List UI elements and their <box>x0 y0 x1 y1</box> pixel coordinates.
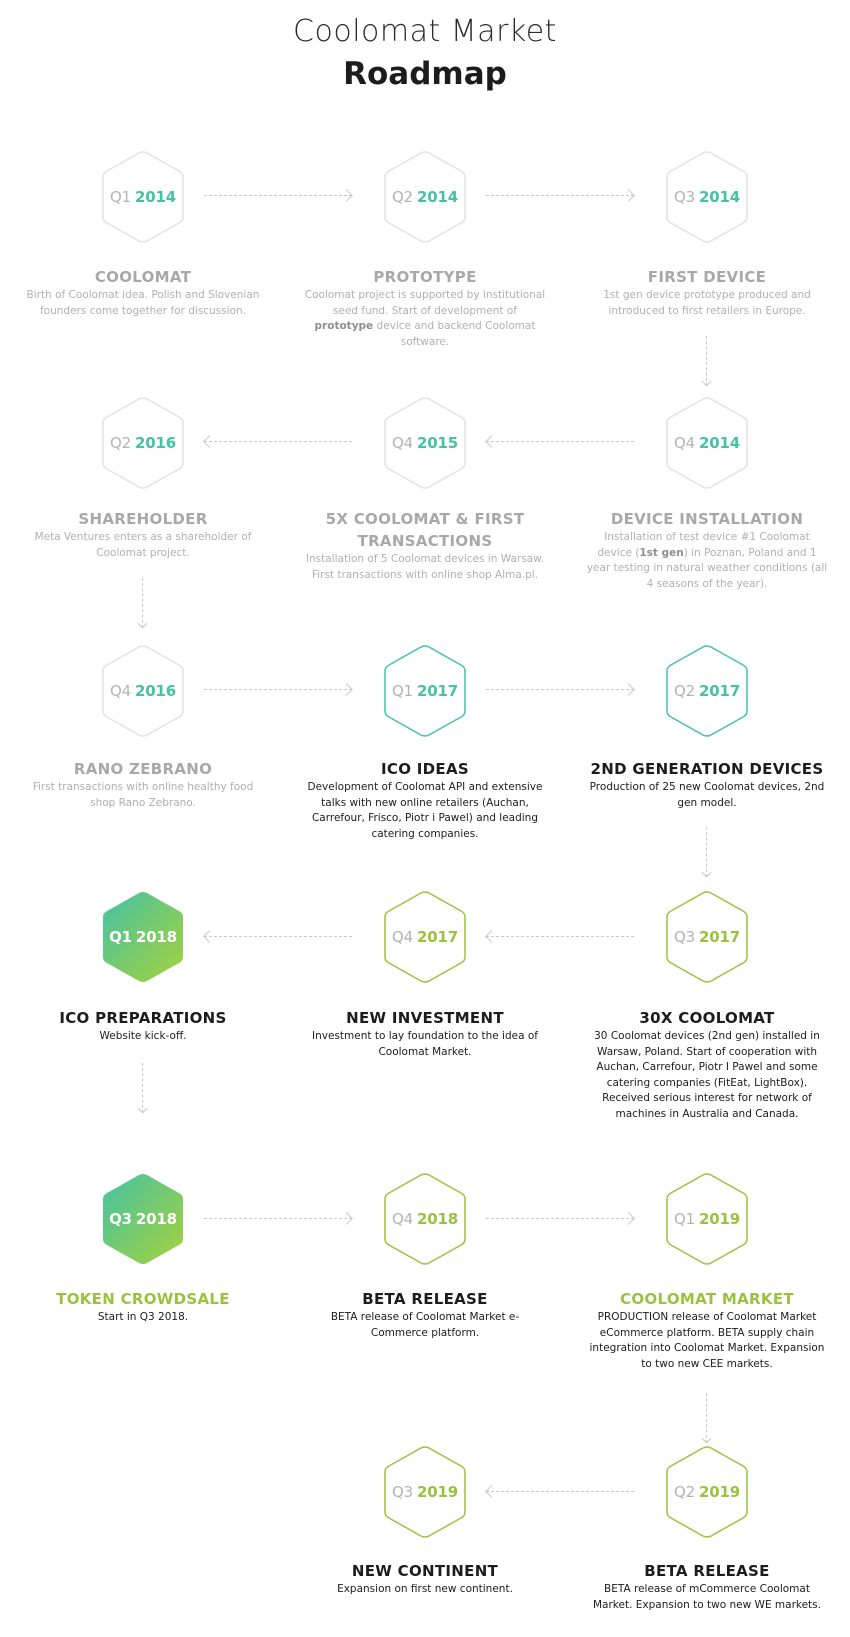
year-label: 2019 <box>417 1483 458 1501</box>
milestone-block <box>586 1560 828 1613</box>
milestone-description: Installation of 5 Coolomat devices in Warsaw. First transactions with online shop Alma.pl. <box>305 553 545 581</box>
milestone-hexagon <box>383 890 467 984</box>
year-label: 2014 <box>699 434 740 452</box>
milestone-description: PRODUCTION release of Coolomat Market eCommerce platform. BETA supply chain integration into Coolomat Market. Expansion to two new CEE markets. <box>589 1311 825 1370</box>
milestone-hexagon <box>383 1445 467 1539</box>
year-label: 2018 <box>135 1210 177 1228</box>
milestone-title: ICO PREPARATIONS <box>59 1009 227 1027</box>
arrow-right <box>204 1213 352 1225</box>
milestone-hexagon <box>665 890 749 984</box>
milestone-hexagon <box>665 1445 749 1539</box>
milestone-title: BETA RELEASE <box>644 1562 770 1580</box>
milestone-block <box>586 266 828 319</box>
milestone-title: NEW CONTINENT <box>351 1562 499 1580</box>
milestone-title: COOLOMAT MARKET <box>620 1290 794 1308</box>
milestone-title: SHAREHOLDER <box>78 510 208 528</box>
milestone-description: Coolomat project is supported by institutional seed fund. Start of development of prototype device and backend Coolomat software. <box>304 289 546 348</box>
milestone-title: PROTOTYPE <box>373 268 477 286</box>
milestone-block <box>586 1288 828 1372</box>
milestone-description: First transactions with online healthy food shop Rano Zebrano. <box>32 781 254 809</box>
milestone-hexagon <box>101 150 185 244</box>
milestone-block <box>22 1288 264 1326</box>
milestone-description: Expansion on first new continent. <box>337 1583 513 1595</box>
milestone-description: Investment to lay foundation to the idea of Coolomat Market. <box>312 1030 538 1058</box>
quarter-label: Q2 <box>110 434 131 452</box>
quarter-label: Q1 <box>110 188 131 206</box>
milestone-hexagon <box>665 644 749 738</box>
quarter-label: Q3 <box>392 1483 413 1501</box>
year-label: 2017 <box>417 682 458 700</box>
milestone-block <box>22 266 264 319</box>
milestone-title: NEW INVESTMENT <box>346 1009 504 1027</box>
milestone-title: 5X COOLOMAT & FIRST TRANSACTIONS <box>325 510 525 550</box>
arrow-down <box>701 1393 713 1443</box>
milestone-block <box>586 508 828 592</box>
arrow-left <box>204 931 352 943</box>
milestone-description: Production of 25 new Coolomat devices, 2nd gen model. <box>589 781 825 809</box>
milestone-title: BETA RELEASE <box>362 1290 488 1308</box>
quarter-label: Q3 <box>109 1210 132 1228</box>
milestone-description: Installation of test device #1 Coolomat device (1st gen) in Poznan, Poland and 1 year testing in natural weather conditions (all 4 seasons of the year). <box>586 531 828 590</box>
milestone-title: 2ND GENERATION DEVICES <box>590 760 824 778</box>
arrow-right <box>204 684 352 696</box>
quarter-label: Q2 <box>674 1483 695 1501</box>
arrow-right <box>204 190 352 202</box>
year-label: 2019 <box>699 1210 740 1228</box>
arrow-left <box>486 436 634 448</box>
milestone-title: 30X COOLOMAT <box>639 1009 775 1027</box>
milestone-hexagon <box>101 890 185 984</box>
milestone-title: FIRST DEVICE <box>647 268 767 286</box>
year-label: 2018 <box>135 928 177 946</box>
milestone-block <box>22 1007 264 1045</box>
milestone-description: BETA release of Coolomat Market e-Commerce platform. <box>330 1311 520 1339</box>
milestone-hexagon <box>665 150 749 244</box>
quarter-label: Q4 <box>110 682 131 700</box>
arrow-left <box>486 931 634 943</box>
milestone-hexagon <box>665 1172 749 1266</box>
milestone-description: Website kick-off. <box>99 1030 187 1042</box>
year-label: 2017 <box>699 682 740 700</box>
quarter-label: Q4 <box>392 1210 413 1228</box>
arrow-right <box>486 684 634 696</box>
milestone-hexagon <box>383 150 467 244</box>
milestone-hexagon <box>101 1172 185 1266</box>
quarter-label: Q1 <box>109 928 132 946</box>
milestone-hexagon <box>383 644 467 738</box>
year-label: 2014 <box>699 188 740 206</box>
arrow-left <box>486 1486 634 1498</box>
quarter-label: Q3 <box>674 928 695 946</box>
milestone-description: Birth of Coolomat idea. Polish and Slovenian founders come together for discussion. <box>26 289 260 317</box>
milestone-hexagon <box>101 396 185 490</box>
milestone-title: DEVICE INSTALLATION <box>610 510 804 528</box>
milestone-title: COOLOMAT <box>94 268 192 286</box>
milestone-block <box>304 508 546 583</box>
year-label: 2014 <box>135 188 176 206</box>
quarter-label: Q4 <box>674 434 695 452</box>
milestone-hexagon <box>383 396 467 490</box>
quarter-label: Q1 <box>392 682 413 700</box>
quarter-label: Q4 <box>392 434 413 452</box>
milestone-description: Meta Ventures enters as a shareholder of Coolomat project. <box>34 531 252 559</box>
year-label: 2016 <box>135 434 176 452</box>
milestone-description: Development of Coolomat API and extensive talks with new online retailers (Auchan, Carrefour, Frisco, Piotr i Pawel) and leading catering companies. <box>307 781 543 840</box>
quarter-label: Q2 <box>392 188 413 206</box>
milestone-block <box>22 508 264 561</box>
milestone-description: Start in Q3 2018. <box>97 1311 189 1323</box>
arrow-down <box>137 1063 149 1113</box>
milestone-description: 1st gen device prototype produced and introduced to first retailers in Europe. <box>603 289 811 317</box>
quarter-label: Q1 <box>674 1210 695 1228</box>
milestone-block <box>304 1560 546 1598</box>
milestone-title: TOKEN CROWDSALE <box>56 1290 230 1308</box>
year-label: 2016 <box>135 682 176 700</box>
arrow-down <box>701 827 713 877</box>
milestone-description: 30 Coolomat devices (2nd gen) installed in Warsaw, Poland. Start of cooperation with Auchan, Carrefour, Piotr I Pawel and some catering companies (FitEat, LightBox). Received serious interest for network of machines in Australia and Canada. <box>594 1030 820 1120</box>
milestone-hexagon <box>665 396 749 490</box>
milestone-hexagon <box>383 1172 467 1266</box>
milestone-block <box>304 266 546 350</box>
milestone-title: RANO ZEBRANO <box>73 760 213 778</box>
year-label: 2014 <box>417 188 458 206</box>
quarter-label: Q3 <box>674 188 695 206</box>
year-label: 2017 <box>417 928 458 946</box>
quarter-label: Q2 <box>674 682 695 700</box>
milestone-title: ICO IDEAS <box>381 760 469 778</box>
year-label: 2015 <box>417 434 458 452</box>
milestone-block <box>304 1007 546 1060</box>
arrow-down <box>137 578 149 628</box>
milestone-block <box>304 758 546 842</box>
milestone-block <box>304 1288 546 1341</box>
quarter-label: Q4 <box>392 928 413 946</box>
page-subtitle: Roadmap <box>343 56 507 92</box>
arrow-left <box>204 436 352 448</box>
page-title: Coolomat Market <box>293 14 557 49</box>
arrow-down <box>701 336 713 386</box>
year-label: 2019 <box>699 1483 740 1501</box>
milestone-description: BETA release of mCommerce Coolomat Market. Expansion to two new WE markets. <box>593 1583 821 1611</box>
arrow-right <box>486 1213 634 1225</box>
milestone-hexagon <box>101 644 185 738</box>
year-label: 2017 <box>699 928 740 946</box>
milestone-block <box>586 758 828 811</box>
milestone-block <box>22 758 264 811</box>
year-label: 2018 <box>417 1210 458 1228</box>
milestone-block <box>586 1007 828 1122</box>
arrow-right <box>486 190 634 202</box>
